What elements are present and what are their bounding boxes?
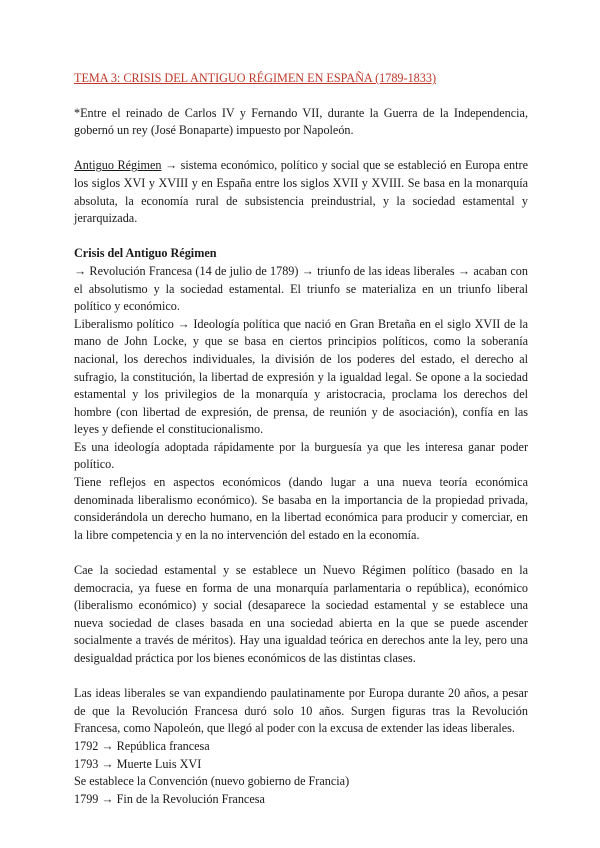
definition-term: Antiguo Régimen <box>74 158 162 173</box>
section-heading: Crisis del Antiguo Régimen <box>74 246 217 261</box>
document-page <box>74 70 528 808</box>
intro-paragraph: *Entre el reinado de Carlos IV y Fernando VII, durante la Guerra de la Independencia, gobernó un rey (José Bonaparte) impuesto por Napoleón. <box>74 105 528 138</box>
timeline-item: 1793 → Muerte Luis XVI <box>74 756 202 771</box>
societal-paragraph: Cae la sociedad estamental y se establece un Nuevo Régimen político (basado en la democracia, ya fuese en forma de una monarquía parlamentaria o república), económico (liberalismo económico) y social (desaparece la sociedad estamental y se establece una nueva sociedad de clases basada en una sociedad abierta en la que se puede ascender socialmente a través de méritos). Hay una igualdad teórica en derechos ante la ley, pero una desigualdad práctica por los bienes económicos de las distintas clases. <box>74 563 528 665</box>
timeline-item: 1799 → Fin de la Revolución Francesa <box>74 791 265 806</box>
economic-liberalism-paragraph: Tiene reflejos en aspectos económicos (dando lugar a una nueva teoría económica denominada liberalismo económico). Se basaba en la importancia de la propiedad privada, considerándola un derecho humano, en la libertad económica para producir y comerciar, en la libre competencia y en la no intervención del estado en la economía. <box>74 475 528 542</box>
ideas-paragraph: Las ideas liberales se van expandiendo paulatinamente por Europa durante 20 años, a pesar de que la Revolución Francesa duró solo 10 años. Surgen figuras tras la Revolución Francesa, como Napoleón, que llegó al poder con la excusa de extender las ideas liberales. <box>74 686 528 736</box>
spacer <box>74 140 528 158</box>
timeline-item: Se establece la Convención (nuevo gobierno de Francia) <box>74 774 350 789</box>
bourgeoisie-paragraph: Es una ideología adoptada rápidamente por la burguesía ya que les interesa ganar poder político. <box>74 439 528 472</box>
spacer <box>74 544 528 562</box>
revolution-paragraph: → Revolución Francesa (14 de julio de 1789) → triunfo de las ideas liberales → acaban con el absolutismo y la sociedad estamental. El triunfo se materializa en un triunfo liberal político y económico. <box>74 263 528 314</box>
definition-paragraph <box>74 157 528 227</box>
document-title: TEMA 3: CRISIS DEL ANTIGUO RÉGIMEN EN ESPAÑA (1789-1833) <box>74 71 437 85</box>
spacer <box>74 228 528 246</box>
spacer <box>74 668 528 686</box>
liberalism-paragraph: Liberalismo político → Ideología política que nació en Gran Bretaña en el siglo XVII de la mano de John Locke, y que se basa en ciertos principios políticos, como la soberanía nacional, los derechos individuales, la división de los poderes del estado, el derecho al sufragio, la constitución, la libertad de expresión y la igualdad legal. Se opone a la sociedad estamental y los privilegios de la monarquía y aristocracia, proclama los derechos del hombre (con libertad de expresión, de prensa, de reunión y de asociación), confía en las leyes y defiende el constitucionalismo. <box>74 316 528 437</box>
timeline-item: 1792 → República francesa <box>74 738 210 753</box>
definition-text: → sistema económico, político y social que se estableció en Europa entre los siglos XVI y XVIII y en España entre los siglos XVII y XVIII. Se basa en la monarquía absoluta, la economía rural de subsistencia preindustrial, y la sociedad estamental y jerarquizada. <box>74 158 528 226</box>
